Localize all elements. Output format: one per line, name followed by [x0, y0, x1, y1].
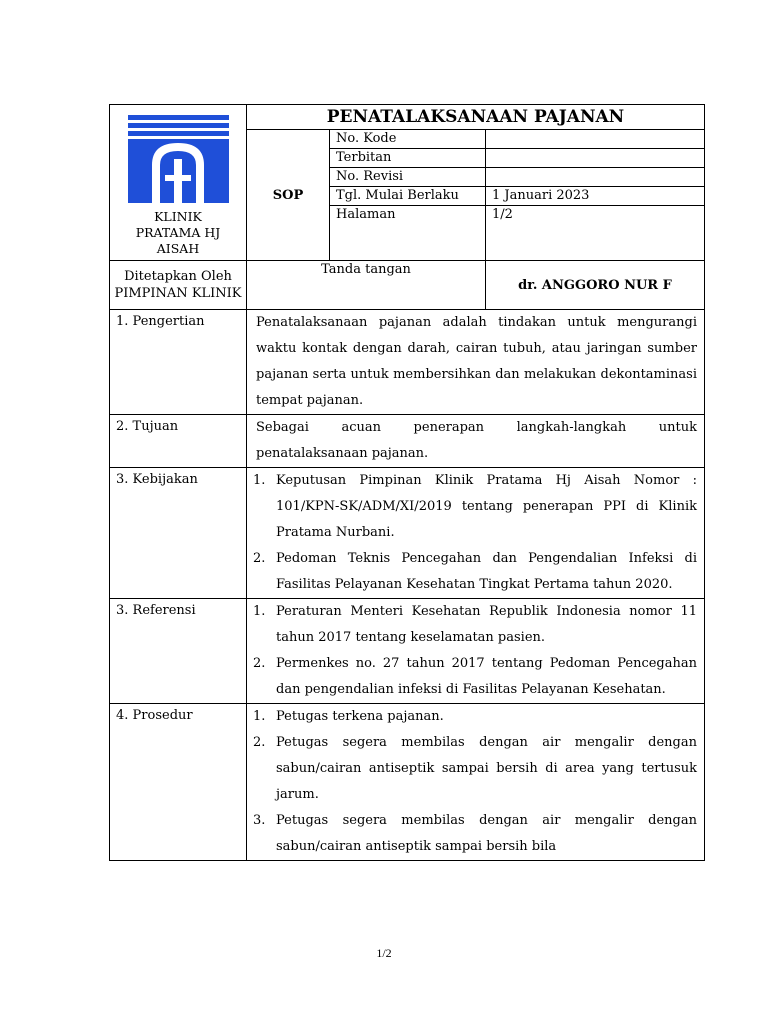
- meta-label: No. Revisi: [330, 168, 486, 187]
- meta-value: 1 Januari 2023: [486, 187, 705, 206]
- section-label-tujuan: 2. Tujuan: [110, 415, 247, 468]
- clinic-name-line: KLINIK: [154, 209, 202, 224]
- section-label-kebijakan: 3. Kebijakan: [110, 468, 247, 599]
- established-by: Ditetapkan Oleh: [124, 269, 232, 284]
- meta-label: Tgl. Mulai Berlaku: [330, 187, 486, 206]
- list-text: Permenkes no. 27 tahun 2017 tentang Pedoman Pencegahan dan pengendalian infeksi di Fasilitas Pelayanan Kesehatan.: [276, 656, 697, 697]
- list-text: Peraturan Menteri Kesehatan Republik Indonesia nomor 11 tahun 2017 tentang keselamatan pasien.: [276, 604, 697, 645]
- section-list-referensi: [247, 599, 705, 704]
- meta-value: [486, 130, 705, 149]
- list-item: [249, 651, 697, 703]
- document-title: PENATALAKSANAAN PAJANAN: [247, 105, 705, 130]
- list-number: 1.: [253, 709, 266, 724]
- meta-label: Halaman: [330, 206, 486, 261]
- list-number: 1.: [253, 473, 266, 488]
- list-text: Petugas terkena pajanan.: [276, 709, 444, 724]
- clinic-name: [110, 209, 246, 257]
- meta-value: 1/2: [486, 206, 705, 261]
- signatory: dr. ANGGORO NUR F: [486, 261, 705, 310]
- list-item: [249, 546, 697, 598]
- list-number: 2.: [253, 551, 266, 566]
- list-number: 2.: [253, 656, 266, 671]
- list-text: Petugas segera membilas dengan air mengalir dengan sabun/cairan antiseptik sampai bersih di area yang tertusuk jarum.: [276, 735, 697, 802]
- list-text: Petugas segera membilas dengan air mengalir dengan sabun/cairan antiseptik sampai bersih bila: [276, 813, 697, 854]
- established-cell: [110, 261, 247, 310]
- logo-cell: [110, 105, 247, 261]
- section-list-prosedur: [247, 704, 705, 861]
- signature-label: Tanda tangan: [247, 261, 486, 310]
- content-table: [109, 309, 705, 861]
- section-label-referensi: 3. Referensi: [110, 599, 247, 704]
- sop-document: [109, 104, 704, 861]
- section-label-prosedur: 4. Prosedur: [110, 704, 247, 861]
- list-item: [249, 704, 697, 730]
- list-item: [249, 599, 697, 651]
- leader-title: PIMPINAN KLINIK: [114, 286, 242, 301]
- page-number: 1/2: [376, 946, 392, 960]
- section-text-pengertian: [247, 310, 705, 415]
- doc-type: SOP: [247, 130, 330, 261]
- clinic-logo-icon: [125, 113, 231, 205]
- clinic-name-line: PRATAMA HJ: [135, 225, 221, 240]
- meta-label: No. Kode: [330, 130, 486, 149]
- meta-value: [486, 168, 705, 187]
- list-number: 3.: [253, 813, 266, 828]
- section-label-pengertian: 1. Pengertian: [110, 310, 247, 415]
- list-number: 1.: [253, 604, 266, 619]
- list-text: Keputusan Pimpinan Klinik Pratama Hj Aisah Nomor : 101/KPN-SK/ADM/XI/2019 tentang penerapan PPI di Klinik Pratama Nurbani.: [276, 473, 697, 540]
- list-text: Pedoman Teknis Pencegahan dan Pengendalian Infeksi di Fasilitas Pelayanan Kesehatan Tingkat Pertama tahun 2020.: [276, 551, 697, 592]
- meta-label: Terbitan: [330, 149, 486, 168]
- list-item: [249, 808, 697, 860]
- list-item: [249, 468, 697, 546]
- paragraph: Sebagai acuan penerapan langkah-langkah untuk penatalaksanaan pajanan.: [256, 420, 697, 461]
- list-number: 2.: [253, 735, 266, 750]
- list-item: [249, 730, 697, 808]
- paragraph: Penatalaksanaan pajanan adalah tindakan untuk mengurangi waktu kontak dengan darah, cairan tubuh, atau jaringan sumber pajanan serta untuk membersihkan dan melakukan dekontaminasi tempat pajanan.: [256, 315, 697, 408]
- header-table: [109, 104, 705, 310]
- clinic-name-line: AISAH: [156, 241, 200, 256]
- section-text-tujuan: [247, 415, 705, 468]
- section-list-kebijakan: [247, 468, 705, 599]
- meta-value: [486, 149, 705, 168]
